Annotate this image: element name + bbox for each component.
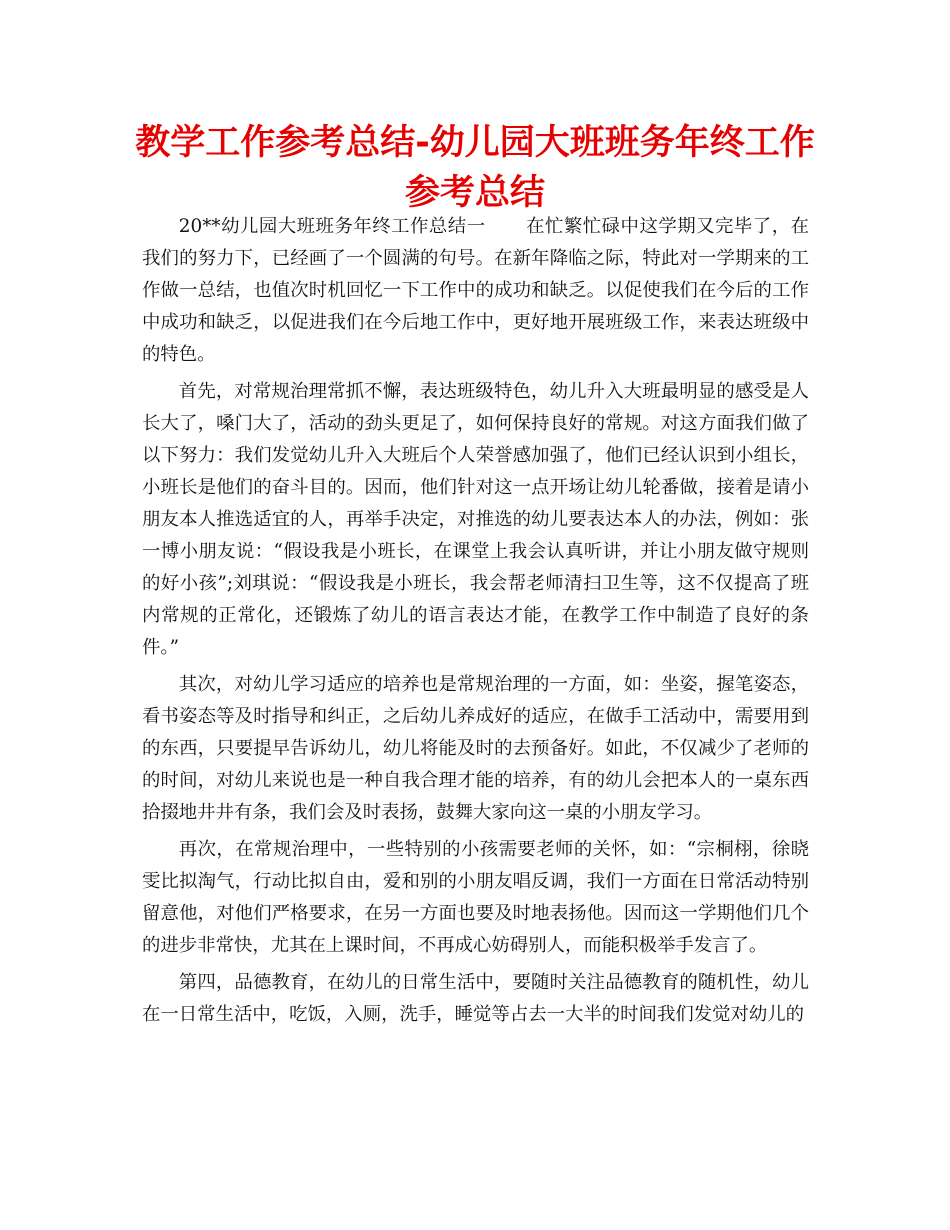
intro-heading: 20**幼儿园大班班务年终工作总结一 [178, 216, 486, 237]
paragraph-intro-text: 在忙繁忙碌中这学期又完毕了，在我们的努力下，已经画了一个圆满的句号。在新年降临之际，特此对一学期来的工作做一总结，也值次时机回忆一下工作中的成功和缺乏。以促使我们在今后的工作中成功和缺乏，以促进我们在今后地工作中，更好地开展班级工作，来表达班级中的特色。 [142, 216, 809, 365]
document-title: 教学工作参考总结-幼儿园大班班务年终工作参考总结 [135, 123, 815, 213]
paragraph-routine: 首先，对常规治理常抓不懈，表达班级特色，幼儿升入大班最明显的感受是人长大了，嗓门大了，活动的劲头更足了，如何保持良好的常规。对这方面我们做了以下努力：我们发觉幼儿升入大班后个人荣誉感加强了，他们已经认识到小组长，小班长是他们的奋斗目的。因而，他们针对这一点开场让幼儿轮番做，接着是请小朋友本人推选适宜的人，再举手决定，对推选的幼儿要表达本人的办法，例如：张一博小朋友说：“假设我是小班长，在课堂上我会认真听讲，并让小朋友做守规则的好小孩”;刘琪说：“假设我是小班长，我会帮老师清扫卫生等，这不仅提高了班内常规的正常化，还锻炼了幼儿的语言表达才能，在教学工作中制造了良好的条件。” [142, 381, 809, 658]
document-body [142, 211, 809, 1036]
paragraph-habits: 其次，对幼儿学习适应的培养也是常规治理的一方面，如：坐姿，握笔姿态，看书姿态等及时指导和纠正，之后幼儿养成好的适应，在做手工活动中，需要用到的东西，只要提早告诉幼儿，幼儿将能及时的去预备好。如此，不仅减少了老师的的时间，对幼儿来说也是一种自我合理才能的培养，有的幼儿会把本人的一桌东西拾掇地井井有条，我们会及时表扬，鼓舞大家向这一桌的小朋友学习。 [142, 674, 809, 823]
paragraph-intro [142, 211, 809, 371]
paragraph-moral-education: 第四，品德教育，在幼儿的日常生活中，要随时关注品德教育的随机性，幼儿在一日常生活中，吃饭，入厕，洗手，睡觉等占去一大半的时间我们发觉对幼儿的 [142, 972, 809, 1025]
paragraph-special-children: 再次，在常规治理中，一些特别的小孩需要老师的关怀，如：“宗桐栩，徐晓雯比拟淘气，行动比拟自由，爱和别的小朋友唱反调，我们一方面在日常活动特别留意他，对他们严格要求，在另一方面也要及时地表扬他。因而这一学期他们几个的进步非常快，尤其在上课时间，不再成心妨碍别人，而能积极举手发言了。 [142, 839, 809, 956]
